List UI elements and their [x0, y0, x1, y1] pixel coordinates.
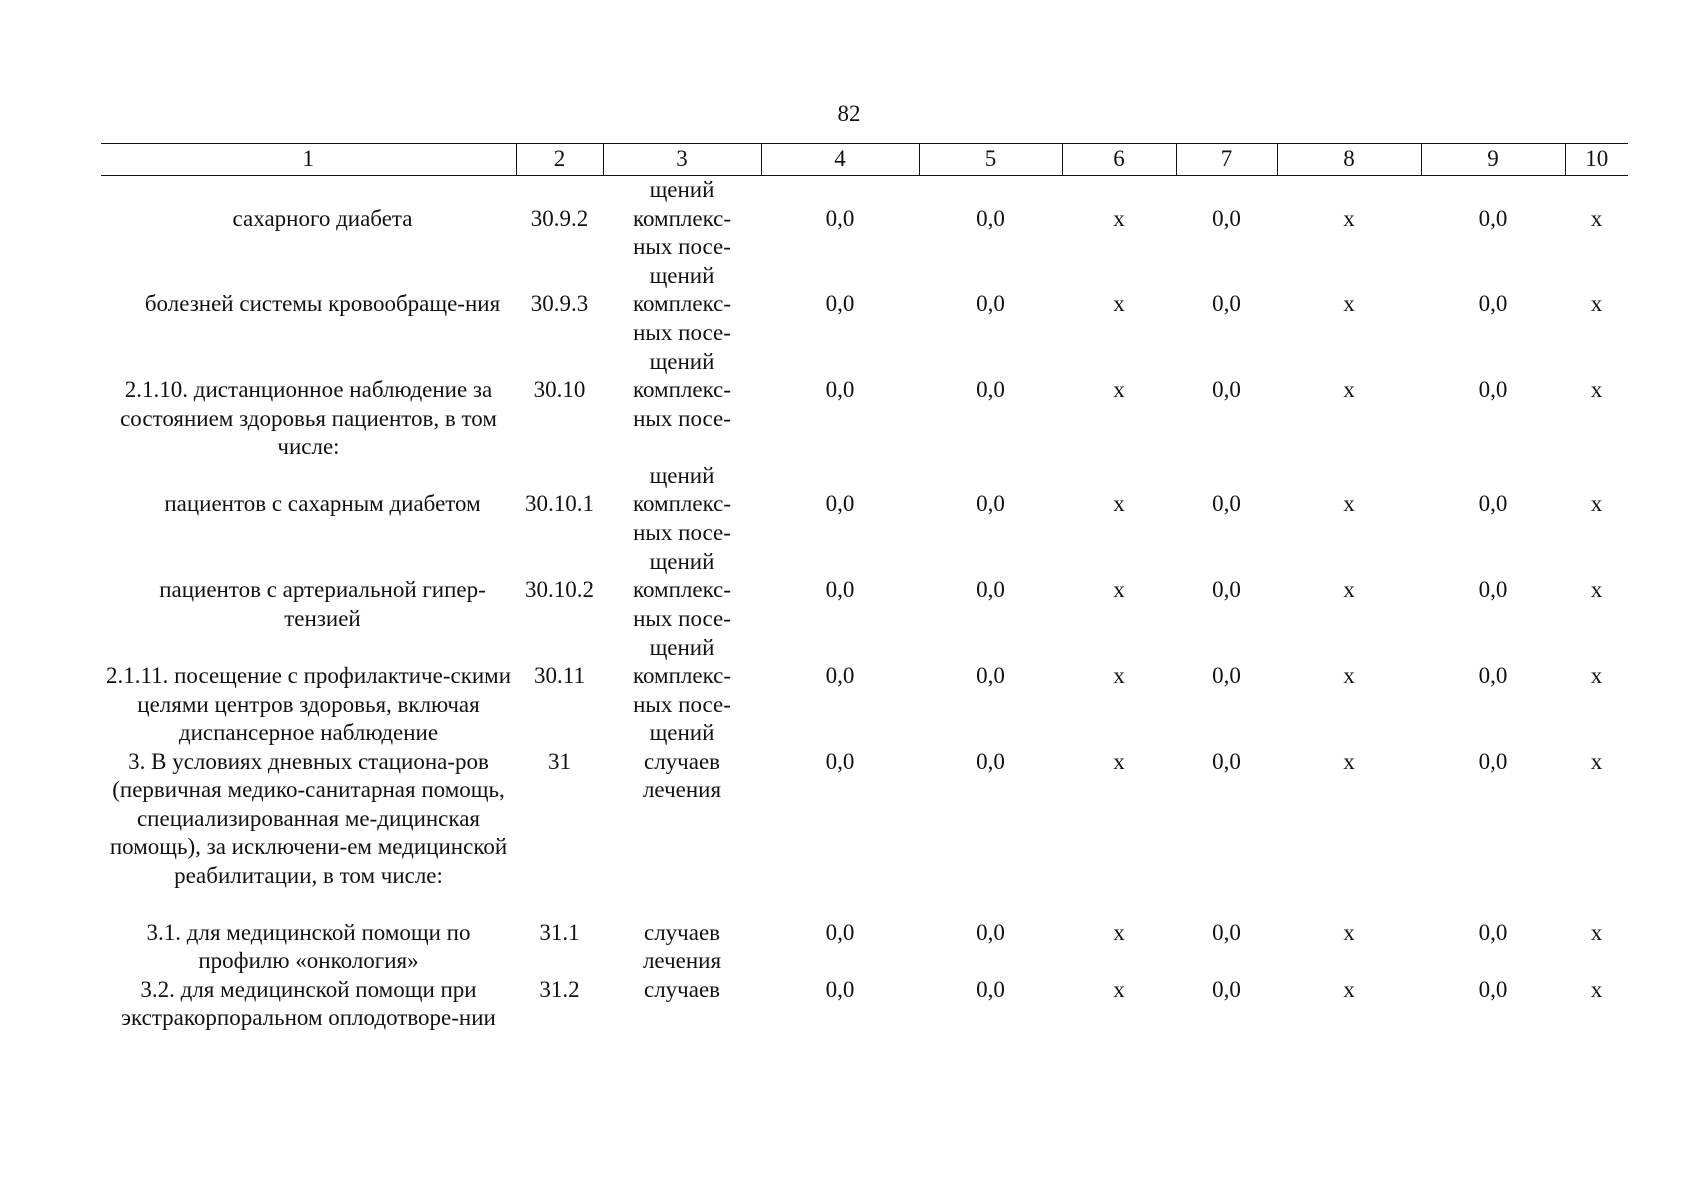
row-col-4-value: 0,0: [825, 291, 855, 316]
row-col-9: [1421, 176, 1565, 262]
row-code: [516, 919, 603, 976]
row-col-5-value: 0,0: [976, 205, 1005, 231]
row-col-4-value: 0,0: [825, 205, 855, 231]
row-col-9: [1421, 919, 1565, 976]
row-col-8: [1277, 176, 1421, 262]
row-col-4-value: 0,0: [825, 976, 855, 1002]
row-code-text: 30.10.1: [525, 491, 594, 516]
row-col-4: [761, 919, 919, 976]
row-col-7-value: 0,0: [1212, 291, 1241, 316]
row-col-6-value: х: [1113, 291, 1125, 316]
row-col-10-value: х: [1590, 976, 1603, 1002]
row-unit: щений комплекс- ных посе- щений: [632, 634, 732, 745]
row-name: [101, 976, 516, 1062]
header-col-3: 3: [603, 144, 761, 176]
row-name-text: 3.1. для медицинской помощи по профилю «онкология»: [146, 919, 471, 973]
table-row: [101, 262, 1628, 348]
row-col-9: [1421, 634, 1565, 748]
row-col-9-value: 0,0: [1478, 748, 1508, 774]
row-col-5: [919, 462, 1062, 548]
row-col-6-value: х: [1113, 205, 1125, 231]
row-col-8-value: х: [1343, 377, 1355, 402]
row-col-5: [919, 748, 1062, 919]
row-col-5: [919, 262, 1062, 348]
row-col-8: [1277, 348, 1421, 462]
table-row: [101, 634, 1628, 748]
row-col-9: [1421, 262, 1565, 348]
row-unit: щений комплекс- ных посе-: [632, 548, 732, 631]
row-col-6-value: х: [1113, 919, 1125, 945]
row-code-text: 30.10: [533, 377, 586, 402]
row-col-7-value: 0,0: [1212, 377, 1241, 402]
header-col-6: 6: [1062, 144, 1176, 176]
header-col-10: 10: [1565, 144, 1628, 176]
row-name-text: 3.2. для медицинской помощи при экстракорпоральном оплодотворе-нии: [121, 976, 496, 1030]
row-unit: случаев лечения: [642, 919, 722, 973]
row-col-6-value: х: [1113, 976, 1125, 1002]
header-row: [101, 144, 1628, 176]
row-col-7: [1176, 976, 1277, 1062]
row-name: [101, 548, 516, 634]
row-col-5-value: 0,0: [976, 577, 1005, 602]
row-name-text: 3. В условиях дневных стациона-ров (первичная медико-санитарная помощь, специализированная ме-дицинская помощь), за исключени-ем медицинской реабилитации, в том числе:: [109, 748, 508, 888]
table-row: [101, 548, 1628, 634]
row-col-4-value: 0,0: [825, 577, 855, 602]
row-col-5-value: 0,0: [976, 291, 1005, 316]
row-name: [101, 348, 516, 462]
row-col-5: [919, 348, 1062, 462]
row-col-10-value: х: [1590, 205, 1603, 231]
row-col-7-value: 0,0: [1212, 748, 1241, 774]
row-col-8-value: х: [1343, 663, 1355, 688]
row-col-10-value: х: [1590, 577, 1603, 602]
row-col-9-value: 0,0: [1478, 291, 1508, 316]
row-unit: щений комплекс- ных посе-: [632, 177, 732, 259]
row-col-8-value: х: [1343, 205, 1355, 231]
row-col-8-value: х: [1343, 748, 1355, 774]
row-col-4: [761, 462, 919, 548]
table-row: [101, 176, 1628, 262]
row-col-8: [1277, 634, 1421, 748]
row-code: [516, 262, 603, 348]
row-code-text: 30.9.3: [530, 291, 589, 316]
header-col-7: 7: [1176, 144, 1277, 176]
row-col-9: [1421, 976, 1565, 1062]
row-col-7: [1176, 348, 1277, 462]
table-row: [101, 748, 1628, 919]
row-col-5-value: 0,0: [976, 663, 1005, 688]
row-code-text: 30.9.2: [530, 205, 589, 231]
row-col-8-value: х: [1343, 491, 1355, 516]
row-col-10: [1565, 176, 1628, 262]
row-name-text: болезней системы кровообраще-ния: [144, 291, 501, 316]
row-col-4: [761, 348, 919, 462]
row-col-9: [1421, 348, 1565, 462]
row-col-8-value: х: [1343, 291, 1355, 316]
row-col-5-value: 0,0: [976, 377, 1005, 402]
row-col-6-value: х: [1113, 748, 1125, 774]
row-col-8-value: х: [1343, 577, 1355, 602]
row-code: [516, 634, 603, 748]
row-code: [516, 348, 603, 462]
row-col-5-value: 0,0: [976, 748, 1005, 774]
row-col-6: [1062, 348, 1176, 462]
row-name: [101, 919, 516, 976]
row-col-4-value: 0,0: [825, 663, 855, 688]
row-col-7-value: 0,0: [1212, 491, 1241, 516]
row-col-7-value: 0,0: [1212, 577, 1241, 602]
row-col-4-value: 0,0: [825, 491, 855, 516]
row-col-4-value: 0,0: [825, 919, 855, 945]
row-col-10: [1565, 548, 1628, 634]
row-code: [516, 548, 603, 634]
row-col-7-value: 0,0: [1212, 919, 1241, 945]
row-col-10-value: х: [1590, 748, 1603, 774]
row-name: [101, 176, 516, 262]
row-col-8: [1277, 262, 1421, 348]
row-col-6: [1062, 462, 1176, 548]
row-col-6: [1062, 176, 1176, 262]
row-col-4-value: 0,0: [825, 748, 855, 774]
row-code-text: 31.2: [539, 976, 580, 1002]
row-col-5: [919, 919, 1062, 976]
row-col-5: [919, 634, 1062, 748]
header-col-1: 1: [101, 144, 516, 176]
row-col-6-value: х: [1113, 663, 1125, 688]
row-unit: случаев лечения: [642, 748, 722, 802]
row-col-5: [919, 976, 1062, 1062]
row-code-text: 30.11: [534, 663, 585, 688]
header-col-5: 5: [919, 144, 1062, 176]
row-col-7-value: 0,0: [1212, 205, 1241, 231]
row-col-4: [761, 634, 919, 748]
row-code: [516, 748, 603, 919]
row-col-8: [1277, 919, 1421, 976]
row-col-7-value: 0,0: [1212, 663, 1241, 688]
row-col-4: [761, 176, 919, 262]
row-code-text: 31: [548, 748, 571, 774]
row-col-7: [1176, 462, 1277, 548]
row-code-text: 31.1: [539, 919, 580, 945]
row-col-5-value: 0,0: [976, 976, 1005, 1002]
row-col-9: [1421, 548, 1565, 634]
row-col-5-value: 0,0: [976, 919, 1005, 945]
row-col-9-value: 0,0: [1478, 577, 1508, 602]
row-col-10-value: х: [1590, 377, 1603, 402]
row-col-9-value: 0,0: [1478, 663, 1508, 688]
row-col-6-value: х: [1113, 377, 1125, 402]
row-col-8-value: х: [1343, 919, 1355, 945]
row-code-text: 30.10.2: [525, 577, 594, 602]
row-col-10: [1565, 262, 1628, 348]
data-table: [101, 143, 1628, 1062]
row-col-10-value: х: [1590, 919, 1603, 945]
row-col-6: [1062, 548, 1176, 634]
row-name-text: пациентов с сахарным диабетом: [164, 491, 481, 516]
row-col-7: [1176, 748, 1277, 919]
row-col-8: [1277, 462, 1421, 548]
row-name: [101, 462, 516, 548]
page-number: 82: [837, 101, 861, 126]
row-name: [101, 748, 516, 919]
row-col-6-value: х: [1113, 577, 1125, 602]
row-col-7-value: 0,0: [1212, 976, 1241, 1002]
table-row: [101, 976, 1628, 1062]
row-col-6: [1062, 262, 1176, 348]
row-col-4-value: 0,0: [825, 377, 855, 402]
row-col-10: [1565, 748, 1628, 919]
row-col-9-value: 0,0: [1478, 976, 1508, 1002]
row-col-10-value: х: [1590, 663, 1603, 688]
row-code: [516, 976, 603, 1062]
row-col-5: [919, 176, 1062, 262]
table-body: [101, 176, 1628, 1062]
row-col-4: [761, 262, 919, 348]
row-col-7: [1176, 176, 1277, 262]
row-col-10: [1565, 976, 1628, 1062]
row-col-5: [919, 548, 1062, 634]
header-col-9: 9: [1421, 144, 1565, 176]
row-col-4: [761, 976, 919, 1062]
row-unit: щений комплекс- ных посе-: [632, 348, 732, 431]
row-col-6: [1062, 748, 1176, 919]
row-col-9: [1421, 748, 1565, 919]
row-unit: щений комплекс- ных посе-: [632, 262, 732, 345]
row-code: [516, 462, 603, 548]
row-col-9: [1421, 462, 1565, 548]
row-name-text: 2.1.11. посещение с профилактиче-скими целями центров здоровья, включая диспансерное наблюдение: [105, 663, 512, 745]
row-col-7: [1176, 919, 1277, 976]
row-col-6-value: х: [1113, 491, 1125, 516]
row-name-text: 2.1.10. дистанционное наблюдение за состоянием здоровья пациентов, в том числе:: [120, 377, 497, 459]
table-header: [101, 144, 1628, 176]
row-col-9-value: 0,0: [1478, 205, 1508, 231]
row-col-10: [1565, 462, 1628, 548]
row-code: [516, 176, 603, 262]
row-col-10: [1565, 634, 1628, 748]
row-col-4: [761, 548, 919, 634]
row-name: [101, 634, 516, 748]
row-unit: щений комплекс- ных посе-: [632, 462, 732, 545]
table-row: [101, 919, 1628, 976]
row-col-7: [1176, 634, 1277, 748]
row-name: [101, 262, 516, 348]
row-col-10-value: х: [1590, 491, 1603, 516]
row-col-6: [1062, 976, 1176, 1062]
row-name-text: сахарного диабета: [232, 205, 413, 231]
row-col-9-value: 0,0: [1478, 491, 1508, 516]
row-col-8: [1277, 548, 1421, 634]
row-col-10: [1565, 919, 1628, 976]
header-col-8: 8: [1277, 144, 1421, 176]
row-col-4: [761, 748, 919, 919]
header-col-2: 2: [516, 144, 603, 176]
row-col-6: [1062, 919, 1176, 976]
table-row: [101, 348, 1628, 462]
header-col-4: 4: [761, 144, 919, 176]
row-unit: случаев: [643, 976, 721, 1002]
row-col-10-value: х: [1590, 291, 1603, 316]
row-col-9-value: 0,0: [1478, 377, 1508, 402]
row-col-8: [1277, 976, 1421, 1062]
row-col-10: [1565, 348, 1628, 462]
row-name-text: пациентов с артериальной гипер-тензией: [159, 577, 486, 631]
row-col-6: [1062, 634, 1176, 748]
table-row: [101, 462, 1628, 548]
row-col-5-value: 0,0: [976, 491, 1005, 516]
row-col-8: [1277, 748, 1421, 919]
row-col-7: [1176, 262, 1277, 348]
row-col-7: [1176, 548, 1277, 634]
row-col-9-value: 0,0: [1478, 919, 1508, 945]
row-col-8-value: х: [1343, 976, 1355, 1002]
